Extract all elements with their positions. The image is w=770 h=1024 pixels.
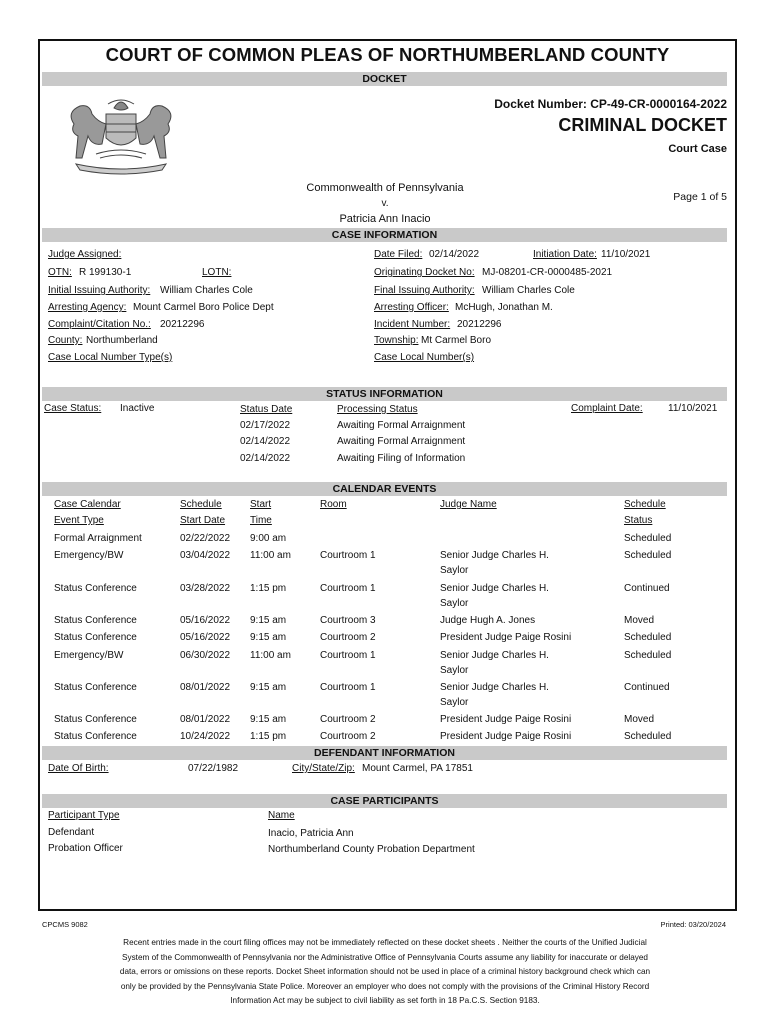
participant-type-header: Participant Type: [48, 810, 120, 821]
judge-name: President Judge Paige Rosini: [440, 632, 572, 643]
dob-value: 07/22/1982: [188, 763, 239, 774]
county-value: Northumberland: [86, 335, 158, 346]
start-time: 1:15 pm: [250, 583, 287, 594]
disclaimer-line: only be provided by the Pennsylvania State Police. Moreover an employer who does not comply with the provisions of the Criminal History Record: [120, 981, 650, 991]
date-filed-value: 02/14/2022: [429, 249, 480, 260]
start-date: 03/04/2022: [180, 550, 231, 561]
originating-docket-label: Originating Docket No:: [374, 267, 475, 278]
otn-value: R 199130-1: [79, 267, 132, 278]
case-local-number-type-label: Case Local Number Type(s): [48, 352, 173, 363]
form-id: CPCMS 9082: [42, 920, 88, 929]
complaint-citation-label: Complaint/Citation No.:: [48, 319, 151, 330]
event-type: Emergency/BW: [54, 650, 124, 661]
complaint-date-value: 11/10/2021: [668, 403, 718, 414]
complaint-citation-value: 20212296: [160, 319, 205, 330]
start-date: 08/01/2022: [180, 682, 231, 693]
schedule-status: Scheduled: [624, 533, 672, 544]
start-time: 9:15 am: [250, 615, 287, 626]
start-time: 9:15 am: [250, 632, 287, 643]
status-information-bar: STATUS INFORMATION: [42, 387, 727, 401]
lotn-label: LOTN:: [202, 267, 232, 278]
judge-name: President Judge Paige Rosini: [440, 731, 572, 742]
printed-date: Printed: 03/20/2024: [660, 920, 726, 929]
schedule-status: Moved: [624, 714, 655, 725]
judge-name-continued: Saylor: [440, 697, 469, 708]
start-time: 9:15 am: [250, 682, 287, 693]
room: Courtroom 1: [320, 583, 376, 594]
judge-name: Senior Judge Charles H.: [440, 550, 549, 561]
caption-line-3: Patricia Ann Inacio: [339, 213, 431, 225]
pennsylvania-seal-icon: [56, 94, 186, 176]
col-event-type-header-2: Event Type: [54, 515, 104, 526]
disclaimer-line: Recent entries made in the court filing offices may not be immediately reflected on these docket sheets . Neither the courts of the Unified Judicial: [123, 938, 647, 947]
room: Courtroom 2: [320, 632, 376, 643]
event-type: Status Conference: [54, 731, 137, 742]
county-label: County:: [48, 335, 83, 346]
status-date: 02/14/2022: [240, 453, 291, 464]
initial-issuing-value: William Charles Cole: [160, 285, 253, 296]
final-issuing-label: Final Issuing Authority:: [374, 285, 475, 296]
event-type: Status Conference: [54, 615, 137, 626]
room: Courtroom 2: [320, 731, 376, 742]
disclaimer-line: System of the Commonwealth of Pennsylvania nor the Administrative Office of Pennsylvania Courts assume any liability for inaccurate or delayed: [122, 952, 648, 962]
initiation-date-label: Initiation Date:: [533, 249, 597, 260]
township-value: Mt Carmel Boro: [421, 335, 492, 346]
city-state-zip-label: City/State/Zip:: [292, 763, 355, 774]
processing-status: Awaiting Formal Arraignment: [337, 420, 466, 431]
page-indicator: Page 1 of 5: [673, 191, 727, 203]
incident-number-value: 20212296: [457, 319, 502, 330]
caption-line-2: v.: [381, 198, 389, 209]
judge-assigned-label: Judge Assigned:: [48, 249, 122, 260]
event-type: Emergency/BW: [54, 550, 124, 561]
otn-label: OTN:: [48, 267, 72, 278]
docket-number: Docket Number: CP-49-CR-0000164-2022: [494, 97, 727, 111]
start-time: 11:00 am: [250, 650, 291, 661]
initiation-date-value: 11/10/2021: [601, 249, 651, 260]
event-type: Formal Arraignment: [54, 533, 142, 544]
start-date: 03/28/2022: [180, 583, 231, 594]
col-start-date-header-2: Start Date: [180, 515, 226, 526]
room: Courtroom 3: [320, 615, 376, 626]
col-room-header: Room: [320, 499, 347, 510]
case-status-label: Case Status:: [44, 403, 102, 414]
date-filed-label: Date Filed:: [374, 249, 423, 260]
judge-name: President Judge Paige Rosini: [440, 714, 572, 725]
case-participants-bar: CASE PARTICIPANTS: [42, 794, 727, 808]
start-date: 10/24/2022: [180, 731, 231, 742]
processing-status: Awaiting Formal Arraignment: [337, 436, 466, 447]
start-time: 9:00 am: [250, 533, 287, 544]
status-date-label: Status Date: [240, 404, 293, 415]
judge-name: Judge Hugh A. Jones: [440, 615, 536, 626]
processing-status-label: Processing Status: [337, 404, 418, 415]
city-state-zip-value: Mount Carmel, PA 17851: [362, 763, 473, 774]
complaint-date-label: Complaint Date:: [571, 403, 643, 414]
start-date: 05/16/2022: [180, 632, 231, 643]
status-date: 02/14/2022: [240, 436, 291, 447]
schedule-status: Continued: [624, 583, 670, 594]
schedule-status: Continued: [624, 682, 670, 693]
schedule-status: Scheduled: [624, 550, 672, 561]
col-start-date-header: Schedule: [180, 499, 222, 510]
col-judge-header: Judge Name: [440, 499, 497, 510]
arresting-agency-label: Arresting Agency:: [48, 302, 127, 313]
arresting-agency-value: Mount Carmel Boro Police Dept: [133, 302, 274, 313]
schedule-status: Scheduled: [624, 650, 672, 661]
participant-type: Defendant: [48, 827, 95, 838]
initial-issuing-label: Initial Issuing Authority:: [48, 285, 151, 296]
judge-name: Senior Judge Charles H.: [440, 583, 549, 594]
defendant-information-bar: DEFENDANT INFORMATION: [42, 746, 727, 760]
participant-name: Inacio, Patricia Ann: [268, 828, 354, 839]
col-event-type-header: Case Calendar: [54, 499, 121, 510]
col-status-header: Schedule: [624, 499, 666, 510]
room: Courtroom 1: [320, 682, 376, 693]
case-local-numbers-label: Case Local Number(s): [374, 352, 475, 363]
case-status-value: Inactive: [120, 403, 155, 414]
status-date: 02/17/2022: [240, 420, 291, 431]
start-time: 1:15 pm: [250, 731, 287, 742]
event-type: Status Conference: [54, 632, 137, 643]
room: Courtroom 1: [320, 550, 376, 561]
event-type: Status Conference: [54, 682, 137, 693]
start-time: 11:00 am: [250, 550, 291, 561]
judge-name: Senior Judge Charles H.: [440, 650, 549, 661]
disclaimer-line: data, errors or omissions on these reports. Docket Sheet information should not be used in place of a criminal history background check which can: [119, 967, 651, 976]
participant-type: Probation Officer: [48, 843, 123, 854]
participant-name-header: Name: [268, 810, 295, 821]
start-date: 08/01/2022: [180, 714, 231, 725]
case-information-bar: CASE INFORMATION: [42, 228, 727, 242]
calendar-events-bar: CALENDAR EVENTS: [42, 482, 727, 496]
arresting-officer-value: McHugh, Jonathan M.: [455, 302, 553, 313]
participant-name: Northumberland County Probation Department: [268, 844, 475, 855]
schedule-status: Scheduled: [624, 731, 672, 742]
court-title: COURT OF COMMON PLEAS OF NORTHUMBERLAND COUNTY: [105, 44, 670, 65]
start-date: 02/22/2022: [180, 533, 231, 544]
schedule-status: Scheduled: [624, 632, 672, 643]
room: Courtroom 1: [320, 650, 376, 661]
dob-label: Date Of Birth:: [48, 763, 109, 774]
docket-bar: DOCKET: [42, 72, 727, 86]
event-type: Status Conference: [54, 583, 137, 594]
col-status-header-2: Status: [624, 515, 653, 526]
event-type: Status Conference: [54, 714, 137, 725]
col-start-time-header-2: Time: [250, 515, 272, 526]
judge-name-continued: Saylor: [440, 565, 469, 576]
schedule-status: Moved: [624, 615, 655, 626]
start-time: 9:15 am: [250, 714, 287, 725]
incident-number-label: Incident Number:: [374, 319, 451, 330]
judge-name-continued: Saylor: [440, 598, 469, 609]
processing-status: Awaiting Filing of Information: [337, 453, 466, 464]
final-issuing-value: William Charles Cole: [482, 285, 575, 296]
start-date: 05/16/2022: [180, 615, 231, 626]
arresting-officer-label: Arresting Officer:: [374, 302, 449, 313]
docket-type: CRIMINAL DOCKET: [558, 115, 727, 135]
room: Courtroom 2: [320, 714, 376, 725]
caption-line-1: Commonwealth of Pennsylvania: [306, 182, 464, 194]
start-date: 06/30/2022: [180, 650, 231, 661]
case-kind: Court Case: [668, 143, 727, 155]
judge-name: Senior Judge Charles H.: [440, 682, 549, 693]
disclaimer-line: Information Act may be subject to civil liability as set forth in 18 Pa.C.S. Section 9183.: [230, 996, 540, 1005]
disclaimer: [80, 936, 690, 1009]
judge-name-continued: Saylor: [440, 665, 469, 676]
col-start-time-header: Start: [250, 499, 272, 510]
township-label: Township:: [374, 335, 419, 346]
originating-docket-value: MJ-08201-CR-0000485-2021: [482, 267, 613, 278]
